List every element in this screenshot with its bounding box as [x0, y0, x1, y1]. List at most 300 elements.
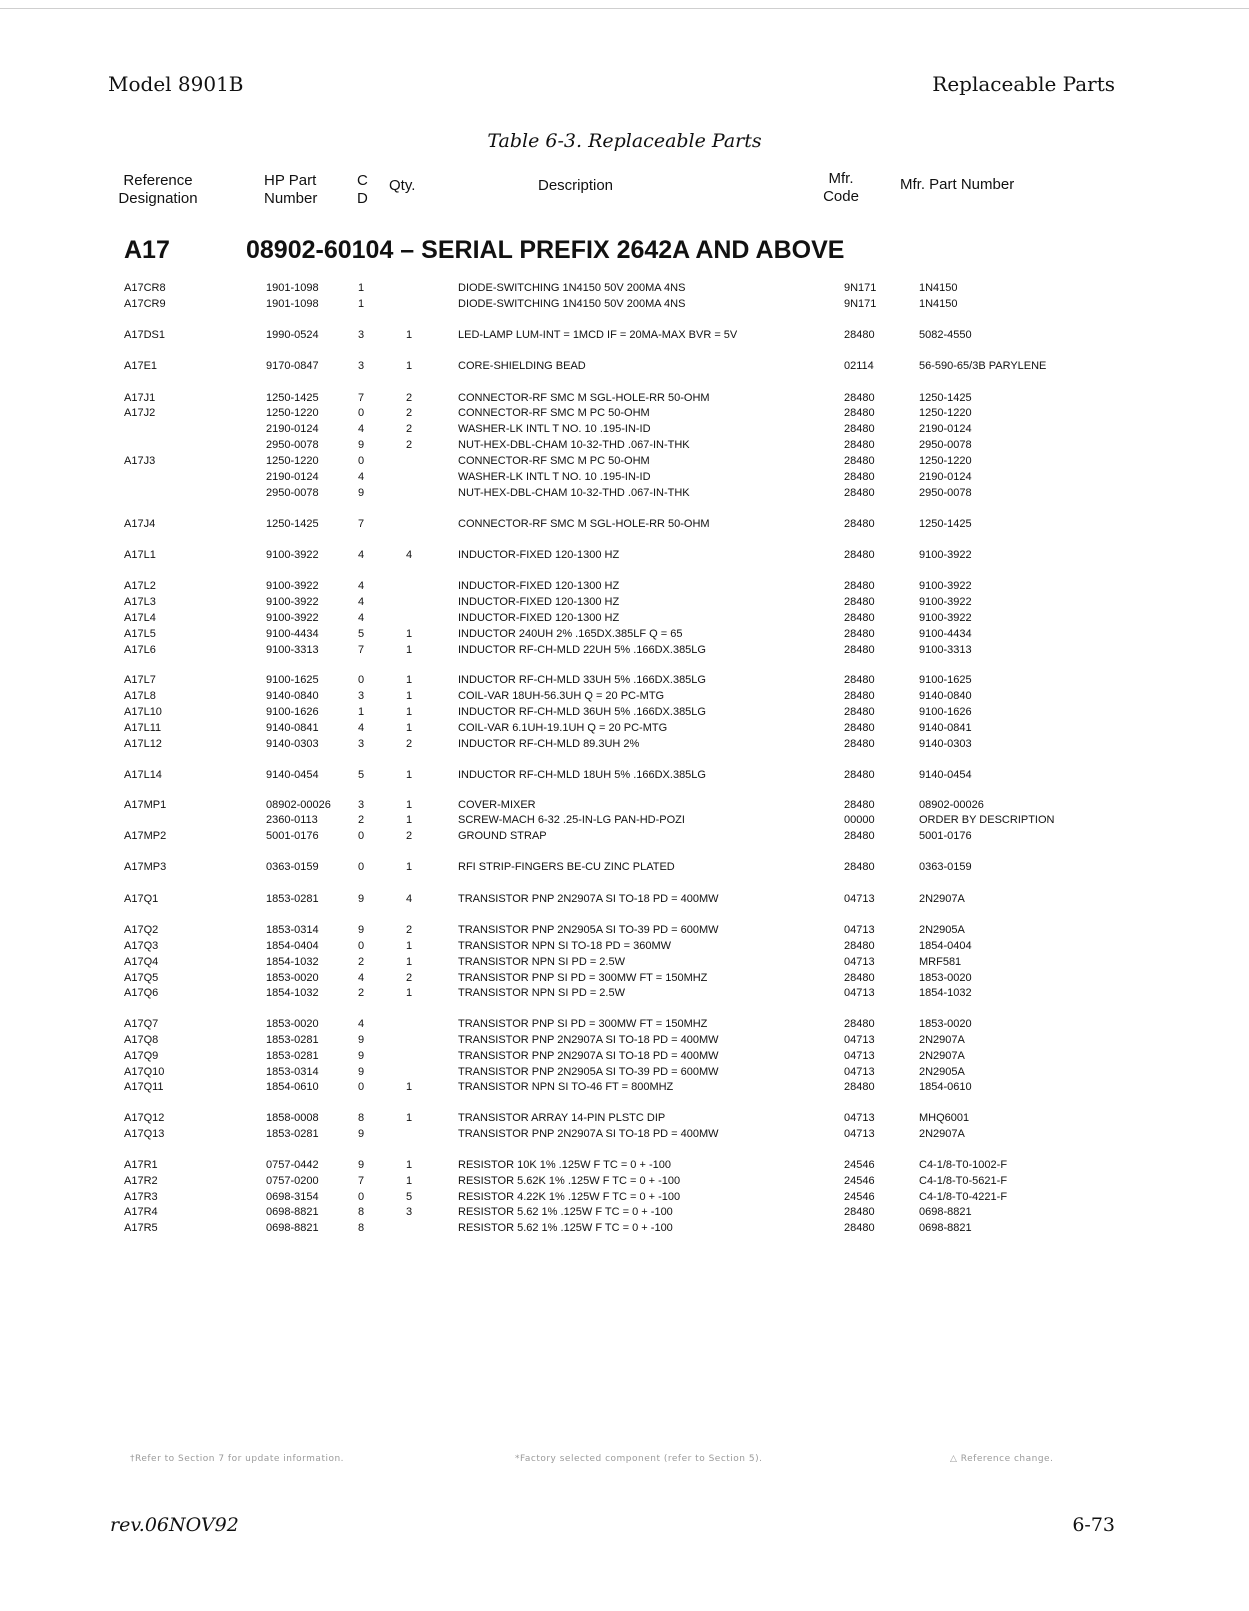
cell-description: INDUCTOR-FIXED 120-1300 HZ — [458, 596, 620, 608]
table-row — [0, 970, 1249, 986]
table-row — [0, 437, 1249, 453]
cell-mfr-part-number: 9100-3922 — [919, 549, 972, 561]
cell-ref-designation: A17L8 — [124, 690, 156, 702]
cell-ref-designation: A17CR9 — [124, 298, 166, 310]
cell-quantity: 1 — [406, 1081, 413, 1093]
cell-mfr-part-number: C4-1/8-T0-5621-F — [919, 1175, 1008, 1187]
cell-hp-part-number: 1853-0281 — [266, 1050, 319, 1062]
table-row — [0, 1079, 1249, 1095]
table-row — [0, 453, 1249, 469]
cell-ref-designation: A17CR8 — [124, 282, 166, 294]
cell-ref-designation: A17R2 — [124, 1175, 158, 1187]
cell-check-digit: 3 — [358, 799, 365, 811]
cell-check-digit: 4 — [358, 722, 365, 734]
cell-mfr-code: 28480 — [844, 940, 875, 952]
cell-check-digit: 9 — [358, 1128, 365, 1140]
cell-check-digit: 9 — [358, 1159, 365, 1171]
table-row — [0, 767, 1249, 783]
table-row — [0, 390, 1249, 406]
cell-quantity: 1 — [406, 360, 413, 372]
cell-ref-designation: A17J4 — [124, 518, 156, 530]
cell-ref-designation: A17MP2 — [124, 830, 167, 842]
cell-mfr-part-number: 9140-0841 — [919, 722, 972, 734]
cell-hp-part-number: 1901-1098 — [266, 298, 319, 310]
cell-mfr-part-number: 1N4150 — [919, 282, 958, 294]
cell-hp-part-number: 1854-1032 — [266, 956, 319, 968]
cell-quantity: 3 — [406, 1206, 413, 1218]
cell-description: RFI STRIP-FINGERS BE-CU ZINC PLATED — [458, 861, 675, 873]
cell-check-digit: 0 — [358, 407, 365, 419]
cell-hp-part-number: 0698-3154 — [266, 1191, 319, 1203]
cell-description: TRANSISTOR PNP 2N2907A SI TO-18 PD = 400MW — [458, 1034, 719, 1046]
table-row — [0, 938, 1249, 954]
table-row — [0, 828, 1249, 844]
footnote-reference-change: △ Reference change. — [950, 1454, 1054, 1464]
cell-description: COVER-MIXER — [458, 799, 536, 811]
cell-description: INDUCTOR-FIXED 120-1300 HZ — [458, 580, 620, 592]
cell-quantity: 1 — [406, 1175, 413, 1187]
cell-check-digit: 4 — [358, 580, 365, 592]
cell-check-digit: 5 — [358, 769, 365, 781]
cell-mfr-code: 04713 — [844, 956, 875, 968]
table-row — [0, 1064, 1249, 1080]
cell-hp-part-number: 2190-0124 — [266, 423, 319, 435]
cell-mfr-part-number: 1250-1220 — [919, 455, 972, 467]
cell-check-digit: 3 — [358, 360, 365, 372]
table-row — [0, 1220, 1249, 1236]
cell-hp-part-number: 9140-0840 — [266, 690, 319, 702]
cell-description: WASHER-LK INTL T NO. 10 .195-IN-ID — [458, 423, 651, 435]
cell-hp-part-number: 9140-0454 — [266, 769, 319, 781]
cell-hp-part-number: 2950-0078 — [266, 439, 319, 451]
cell-ref-designation: A17L14 — [124, 769, 162, 781]
cell-hp-part-number: 0363-0159 — [266, 861, 319, 873]
cell-check-digit: 7 — [358, 1175, 365, 1187]
cell-hp-part-number: 2950-0078 — [266, 487, 319, 499]
cell-ref-designation: A17Q9 — [124, 1050, 159, 1062]
cell-check-digit: 3 — [358, 329, 365, 341]
cell-mfr-part-number: 2N2907A — [919, 1050, 965, 1062]
table-row — [0, 1110, 1249, 1126]
cell-ref-designation: A17L5 — [124, 628, 156, 640]
cell-description: CONNECTOR-RF SMC M PC 50-OHM — [458, 455, 650, 467]
table-row — [0, 985, 1249, 1001]
cell-ref-designation: A17L7 — [124, 674, 156, 686]
cell-description: TRANSISTOR PNP 2N2907A SI TO-18 PD = 400MW — [458, 1128, 719, 1140]
table-row — [0, 1016, 1249, 1032]
cell-description: INDUCTOR RF-CH-MLD 33UH 5% .166DX.385LG — [458, 674, 706, 686]
cell-check-digit: 9 — [358, 1050, 365, 1062]
table-row — [0, 405, 1249, 421]
cell-check-digit: 4 — [358, 549, 365, 561]
cell-ref-designation: A17L12 — [124, 738, 162, 750]
cell-ref-designation: A17Q11 — [124, 1081, 164, 1093]
cell-hp-part-number: 1854-1032 — [266, 987, 319, 999]
cell-mfr-code: 28480 — [844, 487, 875, 499]
cell-check-digit: 4 — [358, 471, 365, 483]
table-row — [0, 547, 1249, 563]
cell-check-digit: 2 — [358, 814, 365, 826]
cell-check-digit: 8 — [358, 1206, 365, 1218]
table-row — [0, 672, 1249, 688]
cell-mfr-part-number: 2N2907A — [919, 893, 965, 905]
cell-mfr-code: 28480 — [844, 549, 875, 561]
cell-quantity: 2 — [406, 423, 413, 435]
cell-mfr-part-number: 9140-0840 — [919, 690, 972, 702]
cell-hp-part-number: 1250-1220 — [266, 455, 319, 467]
cell-description: COIL-VAR 6.1UH-19.1UH Q = 20 PC-MTG — [458, 722, 668, 734]
cell-mfr-part-number: 1N4150 — [919, 298, 958, 310]
cell-hp-part-number: 2190-0124 — [266, 471, 319, 483]
cell-check-digit: 0 — [358, 940, 365, 952]
cell-ref-designation: A17Q1 — [124, 893, 159, 905]
cell-hp-part-number: 9170-0847 — [266, 360, 319, 372]
cell-ref-designation: A17L3 — [124, 596, 156, 608]
cell-hp-part-number: 1858-0008 — [266, 1112, 319, 1124]
cell-mfr-code: 28480 — [844, 423, 875, 435]
cell-ref-designation: A17L6 — [124, 644, 156, 656]
table-row — [0, 469, 1249, 485]
cell-mfr-code: 04713 — [844, 1050, 875, 1062]
table-row — [0, 954, 1249, 970]
cell-hp-part-number: 0698-8821 — [266, 1206, 319, 1218]
cell-check-digit: 4 — [358, 596, 365, 608]
cell-mfr-code: 00000 — [844, 814, 875, 826]
table-row — [0, 812, 1249, 828]
cell-mfr-code: 28480 — [844, 455, 875, 467]
cell-hp-part-number: 9100-4434 — [266, 628, 319, 640]
cell-mfr-code: 28480 — [844, 596, 875, 608]
table-row — [0, 859, 1249, 875]
cell-check-digit: 2 — [358, 956, 365, 968]
cell-hp-part-number: 9100-3313 — [266, 644, 319, 656]
cell-check-digit: 9 — [358, 893, 365, 905]
cell-mfr-code: 04713 — [844, 1066, 875, 1078]
table-row — [0, 485, 1249, 501]
cell-check-digit: 1 — [358, 282, 365, 294]
cell-ref-designation: A17L4 — [124, 612, 156, 624]
cell-ref-designation: A17E1 — [124, 360, 158, 372]
table-row — [0, 610, 1249, 626]
page-number: 6-73 — [1072, 1514, 1115, 1536]
cell-mfr-code: 02114 — [844, 360, 874, 372]
cell-mfr-part-number: 1854-0610 — [919, 1081, 972, 1093]
cell-description: DIODE-SWITCHING 1N4150 50V 200MA 4NS — [458, 298, 686, 310]
cell-ref-designation: A17R5 — [124, 1222, 158, 1234]
cell-quantity: 1 — [406, 706, 413, 718]
cell-hp-part-number: 9100-1625 — [266, 674, 319, 686]
model-header: Model 8901B — [108, 72, 244, 96]
cell-hp-part-number: 1853-0281 — [266, 1034, 319, 1046]
cell-mfr-code: 04713 — [844, 987, 875, 999]
cell-quantity: 1 — [406, 769, 413, 781]
cell-check-digit: 0 — [358, 1081, 365, 1093]
cell-mfr-code: 24546 — [844, 1175, 875, 1187]
cell-ref-designation: A17Q13 — [124, 1128, 165, 1140]
cell-hp-part-number: 2360-0113 — [266, 814, 318, 826]
cell-hp-part-number: 1250-1220 — [266, 407, 319, 419]
cell-quantity: 1 — [406, 814, 413, 826]
cell-mfr-part-number: 5001-0176 — [919, 830, 972, 842]
table-row — [0, 1204, 1249, 1220]
cell-description: TRANSISTOR NPN SI PD = 2.5W — [458, 956, 625, 968]
cell-quantity: 1 — [406, 674, 413, 686]
footnote-factory-selected: *Factory selected component (refer to Section 5). — [515, 1454, 763, 1464]
section-title: 08902-60104 – SERIAL PREFIX 2642A AND ABOVE — [246, 236, 845, 264]
cell-ref-designation: A17DS1 — [124, 329, 165, 341]
cell-mfr-part-number: 9100-4434 — [919, 628, 972, 640]
table-row — [0, 578, 1249, 594]
table-row — [0, 1032, 1249, 1048]
cell-mfr-part-number: 9100-3922 — [919, 612, 972, 624]
cell-hp-part-number: 1990-0524 — [266, 329, 319, 341]
cell-check-digit: 4 — [358, 972, 365, 984]
cell-quantity: 1 — [406, 987, 413, 999]
cell-mfr-part-number: 9100-1626 — [919, 706, 972, 718]
cell-hp-part-number: 9100-3922 — [266, 612, 319, 624]
cell-hp-part-number: 08902-00026 — [266, 799, 331, 811]
cell-ref-designation: A17J3 — [124, 455, 156, 467]
cell-mfr-part-number: 2950-0078 — [919, 487, 972, 499]
col-header-reference: Reference Designation — [118, 172, 198, 207]
cell-mfr-code: 28480 — [844, 1081, 875, 1093]
cell-hp-part-number: 9140-0841 — [266, 722, 319, 734]
cell-check-digit: 5 — [358, 628, 365, 640]
cell-description: SCREW-MACH 6-32 .25-IN-LG PAN-HD-POZI — [458, 814, 685, 826]
cell-mfr-part-number: 2N2907A — [919, 1034, 965, 1046]
cell-description: RESISTOR 5.62K 1% .125W F TC = 0 + -100 — [458, 1175, 681, 1187]
cell-description: INDUCTOR RF-CH-MLD 36UH 5% .166DX.385LG — [458, 706, 706, 718]
cell-check-digit: 8 — [358, 1112, 365, 1124]
cell-description: RESISTOR 10K 1% .125W F TC = 0 + -100 — [458, 1159, 671, 1171]
cell-mfr-part-number: MHQ6001 — [919, 1112, 970, 1124]
cell-quantity: 5 — [406, 1191, 413, 1203]
cell-quantity: 1 — [406, 861, 413, 873]
cell-mfr-code: 28480 — [844, 628, 875, 640]
cell-mfr-code: 28480 — [844, 329, 875, 341]
cell-mfr-part-number: 9100-3922 — [919, 596, 972, 608]
cell-hp-part-number: 9140-0303 — [266, 738, 319, 750]
cell-ref-designation: A17Q12 — [124, 1112, 165, 1124]
cell-description: CORE-SHIELDING BEAD — [458, 360, 586, 372]
cell-description: TRANSISTOR PNP 2N2905A SI TO-39 PD = 600MW — [458, 1066, 719, 1078]
cell-description: GROUND STRAP — [458, 830, 547, 842]
cell-check-digit: 8 — [358, 1222, 365, 1234]
cell-mfr-code: 28480 — [844, 407, 875, 419]
cell-description: TRANSISTOR PNP 2N2905A SI TO-39 PD = 600MW — [458, 924, 719, 936]
cell-quantity: 2 — [406, 972, 413, 984]
cell-quantity: 2 — [406, 924, 413, 936]
table-row — [0, 720, 1249, 736]
cell-check-digit: 9 — [358, 924, 365, 936]
cell-mfr-part-number: MRF581 — [919, 956, 962, 968]
cell-hp-part-number: 1853-0281 — [266, 1128, 319, 1140]
cell-mfr-code: 28480 — [844, 830, 875, 842]
cell-mfr-part-number: 9100-3313 — [919, 644, 972, 656]
cell-mfr-code: 28480 — [844, 738, 875, 750]
cell-mfr-code: 28480 — [844, 580, 875, 592]
cell-description: INDUCTOR-FIXED 120-1300 HZ — [458, 612, 620, 624]
cell-mfr-part-number: 2N2905A — [919, 924, 965, 936]
cell-mfr-part-number: 9100-1625 — [919, 674, 972, 686]
col-header-mfr-part: Mfr. Part Number — [900, 176, 1015, 193]
cell-mfr-part-number: 9140-0454 — [919, 769, 972, 781]
cell-ref-designation: A17L1 — [124, 549, 156, 561]
cell-hp-part-number: 9100-1626 — [266, 706, 319, 718]
cell-hp-part-number: 1853-0314 — [266, 1066, 319, 1078]
cell-mfr-part-number: 2N2907A — [919, 1128, 965, 1140]
table-row — [0, 922, 1249, 938]
cell-ref-designation: A17Q3 — [124, 940, 159, 952]
col-header-hp-part: HP Part Number — [264, 172, 318, 207]
cell-ref-designation: A17Q6 — [124, 987, 159, 999]
table-row — [0, 642, 1249, 658]
cell-description: CONNECTOR-RF SMC M SGL-HOLE-RR 50-OHM — [458, 392, 710, 404]
cell-mfr-part-number: 1250-1425 — [919, 518, 972, 530]
cell-hp-part-number: 1853-0020 — [266, 1018, 319, 1030]
cell-quantity: 2 — [406, 407, 413, 419]
table-row — [0, 797, 1249, 813]
cell-mfr-code: 28480 — [844, 1206, 875, 1218]
cell-check-digit: 4 — [358, 1018, 365, 1030]
cell-hp-part-number: 1853-0314 — [266, 924, 319, 936]
cell-mfr-part-number: 56-590-65/3B PARYLENE — [919, 360, 1047, 372]
cell-description: INDUCTOR RF-CH-MLD 22UH 5% .166DX.385LG — [458, 644, 706, 656]
table-row — [0, 704, 1249, 720]
cell-quantity: 2 — [406, 830, 413, 842]
cell-mfr-part-number: 2950-0078 — [919, 439, 972, 451]
cell-check-digit: 4 — [358, 612, 365, 624]
cell-description: TRANSISTOR PNP SI PD = 300MW FT = 150MHZ — [458, 972, 708, 984]
cell-hp-part-number: 1853-0020 — [266, 972, 319, 984]
cell-ref-designation: A17R3 — [124, 1191, 158, 1203]
cell-description: INDUCTOR 240UH 2% .165DX.385LF Q = 65 — [458, 628, 683, 640]
cell-description: COIL-VAR 18UH-56.3UH Q = 20 PC-MTG — [458, 690, 665, 702]
cell-ref-designation: A17Q8 — [124, 1034, 159, 1046]
cell-quantity: 2 — [406, 738, 413, 750]
cell-mfr-part-number: 1250-1425 — [919, 392, 972, 404]
table-row — [0, 280, 1249, 296]
table-row — [0, 891, 1249, 907]
cell-description: CONNECTOR-RF SMC M SGL-HOLE-RR 50-OHM — [458, 518, 710, 530]
cell-mfr-code: 28480 — [844, 1222, 875, 1234]
cell-ref-designation: A17J2 — [124, 407, 156, 419]
cell-mfr-code: 28480 — [844, 518, 875, 530]
cell-check-digit: 7 — [358, 644, 365, 656]
table-row — [0, 296, 1249, 312]
cell-quantity: 1 — [406, 956, 413, 968]
cell-mfr-part-number: C4-1/8-T0-1002-F — [919, 1159, 1008, 1171]
table-row — [0, 421, 1249, 437]
cell-hp-part-number: 1854-0404 — [266, 940, 319, 952]
cell-description: TRANSISTOR PNP 2N2907A SI TO-18 PD = 400MW — [458, 1050, 719, 1062]
cell-description: LED-LAMP LUM-INT = 1MCD IF = 20MA-MAX BVR = 5V — [458, 329, 738, 341]
cell-quantity: 4 — [406, 893, 413, 905]
cell-mfr-code: 04713 — [844, 1128, 875, 1140]
cell-ref-designation: A17Q5 — [124, 972, 159, 984]
cell-description: TRANSISTOR NPN SI PD = 2.5W — [458, 987, 625, 999]
cell-description: INDUCTOR RF-CH-MLD 18UH 5% .166DX.385LG — [458, 769, 706, 781]
cell-mfr-part-number: 1853-0020 — [919, 972, 972, 984]
cell-check-digit: 2 — [358, 987, 365, 999]
cell-mfr-code: 28480 — [844, 799, 875, 811]
table-row — [0, 626, 1249, 642]
cell-quantity: 1 — [406, 722, 413, 734]
cell-description: DIODE-SWITCHING 1N4150 50V 200MA 4NS — [458, 282, 686, 294]
cell-check-digit: 0 — [358, 1191, 365, 1203]
revision-date: rev.06NOV92 — [110, 1514, 239, 1536]
table-caption: Table 6-3. Replaceable Parts — [487, 130, 762, 152]
cell-mfr-code: 28480 — [844, 722, 875, 734]
table-row — [0, 736, 1249, 752]
cell-check-digit: 0 — [358, 861, 365, 873]
cell-ref-designation: A17R1 — [124, 1159, 158, 1171]
cell-mfr-part-number: 1854-1032 — [919, 987, 972, 999]
cell-mfr-code: 28480 — [844, 612, 875, 624]
cell-hp-part-number: 0757-0200 — [266, 1175, 319, 1187]
cell-quantity: 1 — [406, 799, 413, 811]
cell-description: RESISTOR 4.22K 1% .125W F TC = 0 + -100 — [458, 1191, 681, 1203]
cell-description: INDUCTOR-FIXED 120-1300 HZ — [458, 549, 620, 561]
cell-description: INDUCTOR RF-CH-MLD 89.3UH 2% — [458, 738, 640, 750]
cell-mfr-code: 04713 — [844, 1034, 875, 1046]
cell-mfr-code: 28480 — [844, 439, 875, 451]
cell-ref-designation: A17MP3 — [124, 861, 167, 873]
cell-description: CONNECTOR-RF SMC M PC 50-OHM — [458, 407, 650, 419]
cell-ref-designation: A17L2 — [124, 580, 156, 592]
cell-mfr-part-number: 5082-4550 — [919, 329, 972, 341]
cell-mfr-code: 9N171 — [844, 282, 877, 294]
cell-ref-designation: A17R4 — [124, 1206, 158, 1218]
cell-mfr-code: 28480 — [844, 706, 875, 718]
cell-mfr-code: 04713 — [844, 893, 875, 905]
col-header-mfr-code: Mfr. Code — [823, 170, 859, 205]
cell-quantity: 1 — [406, 690, 413, 702]
table-row — [0, 327, 1249, 343]
cell-check-digit: 9 — [358, 1034, 365, 1046]
cell-quantity: 2 — [406, 392, 413, 404]
cell-description: RESISTOR 5.62 1% .125W F TC = 0 + -100 — [458, 1206, 673, 1218]
cell-description: NUT-HEX-DBL-CHAM 10-32-THD .067-IN-THK — [458, 487, 690, 499]
cell-mfr-part-number: 2190-0124 — [919, 423, 972, 435]
cell-mfr-part-number: 0698-8821 — [919, 1206, 972, 1218]
cell-check-digit: 1 — [358, 706, 365, 718]
cell-mfr-part-number: 2190-0124 — [919, 471, 972, 483]
table-row — [0, 1173, 1249, 1189]
cell-ref-designation: A17MP1 — [124, 799, 167, 811]
table-row — [0, 1126, 1249, 1142]
footnote-update: †Refer to Section 7 for update information. — [130, 1454, 345, 1464]
cell-mfr-code: 28480 — [844, 1018, 875, 1030]
cell-hp-part-number: 9100-3922 — [266, 580, 319, 592]
table-row — [0, 594, 1249, 610]
cell-quantity: 1 — [406, 940, 413, 952]
cell-mfr-part-number: 9140-0303 — [919, 738, 972, 750]
cell-check-digit: 9 — [358, 1066, 365, 1078]
cell-quantity: 1 — [406, 628, 413, 640]
cell-mfr-code: 28480 — [844, 769, 875, 781]
cell-ref-designation: A17Q10 — [124, 1066, 165, 1078]
table-row — [0, 1048, 1249, 1064]
cell-quantity: 4 — [406, 549, 413, 561]
cell-mfr-code: 04713 — [844, 924, 875, 936]
cell-mfr-part-number: C4-1/8-T0-4221-F — [919, 1191, 1008, 1203]
cell-mfr-part-number: 0698-8821 — [919, 1222, 972, 1234]
cell-description: TRANSISTOR NPN SI TO-18 PD = 360MW — [458, 940, 672, 952]
cell-check-digit: 7 — [358, 518, 365, 530]
table-row — [0, 358, 1249, 374]
cell-mfr-part-number: 1854-0404 — [919, 940, 972, 952]
